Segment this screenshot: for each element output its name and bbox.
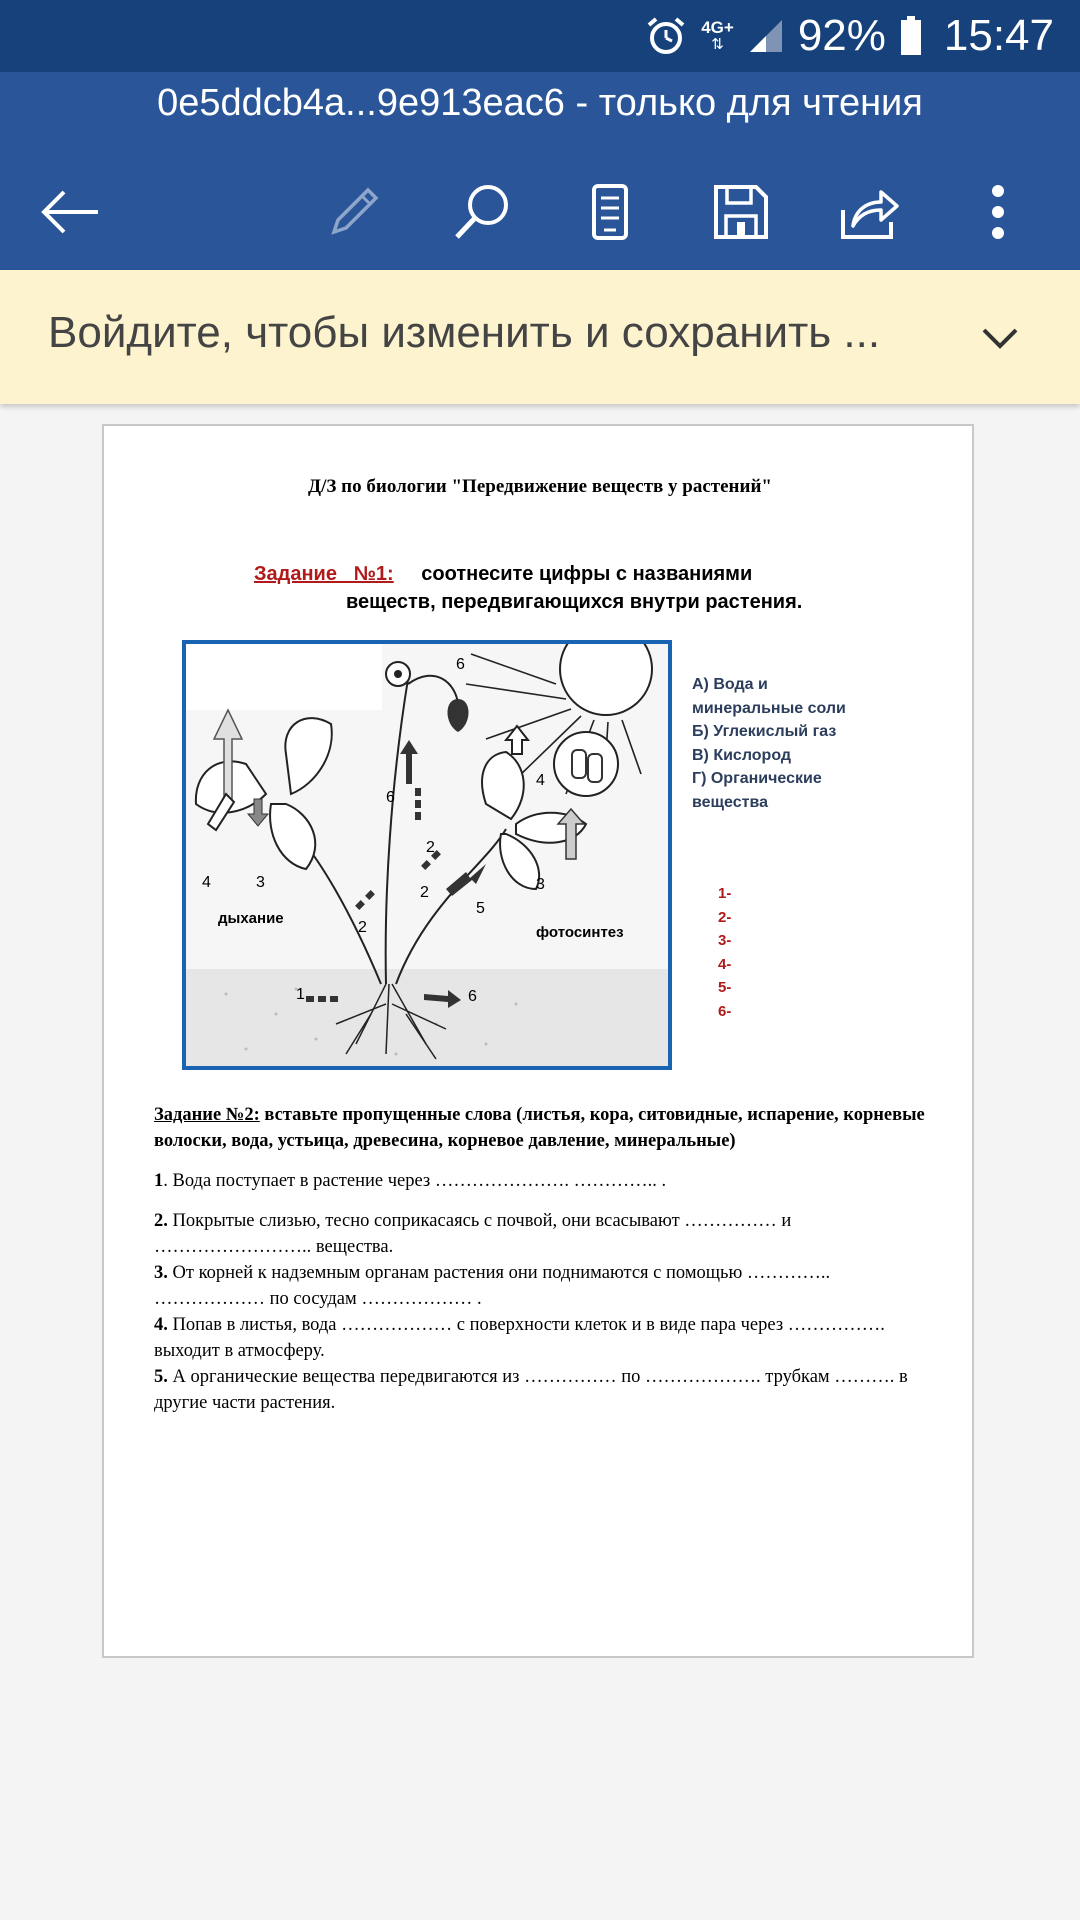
task2-section	[154, 1102, 944, 1416]
search-button[interactable]	[443, 172, 523, 252]
alarm-icon	[645, 15, 687, 57]
figure-number: 2	[358, 919, 367, 936]
more-options-button[interactable]	[958, 172, 1038, 252]
reading-view-icon	[588, 182, 632, 242]
label-photosynthesis: фотосинтез	[536, 924, 624, 941]
figure-number: 1	[296, 986, 305, 1003]
battery-percent: 92%	[797, 11, 886, 60]
figure-number: 5	[476, 900, 485, 917]
figure-number: 4	[202, 874, 211, 891]
sign-in-banner[interactable]	[0, 270, 1080, 404]
item-text: А органические вещества передвигаются из …………… по ………………. трубкам ………. в другие части растения.	[154, 1367, 908, 1413]
item-number: 2.	[154, 1211, 168, 1231]
figure-number: 2	[426, 839, 435, 856]
answer-options	[692, 673, 846, 814]
signal-icon	[748, 18, 784, 54]
task1-label: Задание №1:	[254, 563, 394, 585]
app-bar	[0, 72, 1080, 270]
share-icon	[839, 182, 901, 242]
chevron-down-icon[interactable]	[978, 316, 1022, 360]
reading-view-button[interactable]	[570, 172, 650, 252]
figure-number: 6	[468, 988, 477, 1005]
item-number: 5.	[154, 1367, 168, 1387]
edit-pencil-icon	[324, 182, 384, 242]
document-page	[102, 424, 974, 1658]
save-icon	[711, 182, 771, 242]
task2-heading	[154, 1102, 944, 1154]
item-text: . Вода поступает в растение через …………………. ………….. .	[163, 1171, 667, 1191]
back-arrow-icon	[38, 187, 102, 237]
document-heading: Д/З по биологии "Передвижение веществ у растений"	[308, 476, 772, 497]
answer-option: Б) Углекислый газ	[692, 723, 837, 740]
answer-slot: 1-	[718, 885, 732, 902]
task1-line1: соотнесите цифры с названиями	[421, 563, 753, 585]
answer-slot: 4-	[718, 955, 732, 973]
item-number: 3.	[154, 1263, 168, 1283]
edit-button[interactable]	[314, 172, 394, 252]
answer-slot: 5-	[718, 979, 732, 996]
task2-item	[154, 1208, 944, 1260]
figure-number: 4	[536, 772, 545, 789]
back-button[interactable]	[30, 172, 110, 252]
figure-number: 3	[536, 876, 545, 893]
answer-option: В) Кислород	[692, 746, 792, 764]
task2-label: Задание №2:	[154, 1105, 260, 1125]
share-button[interactable]	[830, 172, 910, 252]
battery-icon	[900, 16, 922, 56]
plant-diagram	[182, 640, 672, 1070]
task2-instruction: вставьте пропущенные слова (листья, кора, ситовидные, испарение, корневые волоски, вода, устьица, древесина, корневое давление, минеральные)	[154, 1105, 925, 1151]
answer-slot: 2-	[718, 908, 732, 926]
label-breathing: дыхание	[218, 910, 284, 927]
answer-slot: 6-	[718, 1002, 732, 1020]
figure-number: 3	[256, 874, 265, 891]
answer-slot: 3-	[718, 932, 732, 949]
save-button[interactable]	[701, 172, 781, 252]
document-title: 0e5ddcb4a...9e913eac6 - только для чтения	[157, 82, 923, 124]
answer-option: минеральные соли	[692, 699, 846, 717]
item-number: 4.	[154, 1315, 168, 1335]
task1-heading	[254, 560, 802, 616]
task2-item	[154, 1168, 944, 1194]
figure-number: 2	[420, 884, 429, 901]
item-number: 1	[154, 1171, 164, 1191]
banner-text: Войдите, чтобы изменить и сохранить ...	[48, 308, 881, 357]
answer-option: Г) Органические	[692, 770, 822, 787]
answer-option: вещества	[692, 793, 768, 811]
more-vert-icon	[988, 184, 1008, 240]
answer-slots	[718, 882, 731, 1023]
clock: 15:47	[943, 11, 1054, 60]
status-bar	[0, 0, 1080, 72]
task2-item	[154, 1260, 944, 1312]
task1-line2: веществ, передвигающихся внутри растения.	[346, 591, 803, 613]
item-text: Попав в листья, вода ……………… с поверхности клеток и в виде пара через ……………. выходит в атмосферу.	[154, 1315, 885, 1361]
network-indicator: 4G+ ⇅	[701, 18, 734, 53]
search-icon	[452, 181, 514, 243]
task2-item	[154, 1364, 944, 1416]
answer-option: А) Вода и	[692, 676, 768, 693]
item-text: От корней к надземным органам растения они поднимаются с помощью ………….. ……………… по сосудам ……………… .	[154, 1263, 831, 1309]
figure-number: 6	[456, 656, 465, 673]
task2-item	[154, 1312, 944, 1364]
figure-number: 6	[386, 789, 395, 806]
item-text: Покрытые слизью, тесно соприкасаясь с почвой, они всасывают …………… и …………………….. вещества.	[154, 1211, 792, 1257]
